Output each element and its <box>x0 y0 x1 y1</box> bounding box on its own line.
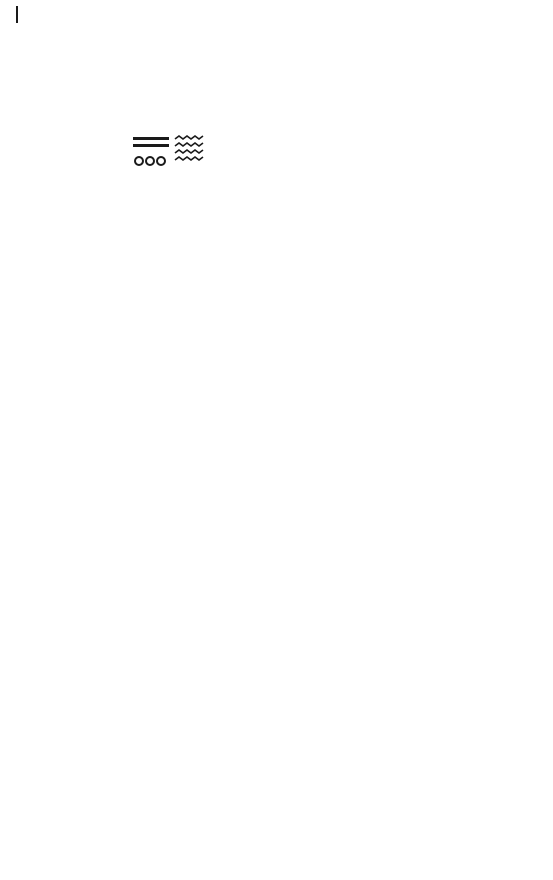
header-separator <box>16 6 18 23</box>
running-header <box>8 6 26 24</box>
hieroglyph-nun-icon <box>131 133 205 171</box>
